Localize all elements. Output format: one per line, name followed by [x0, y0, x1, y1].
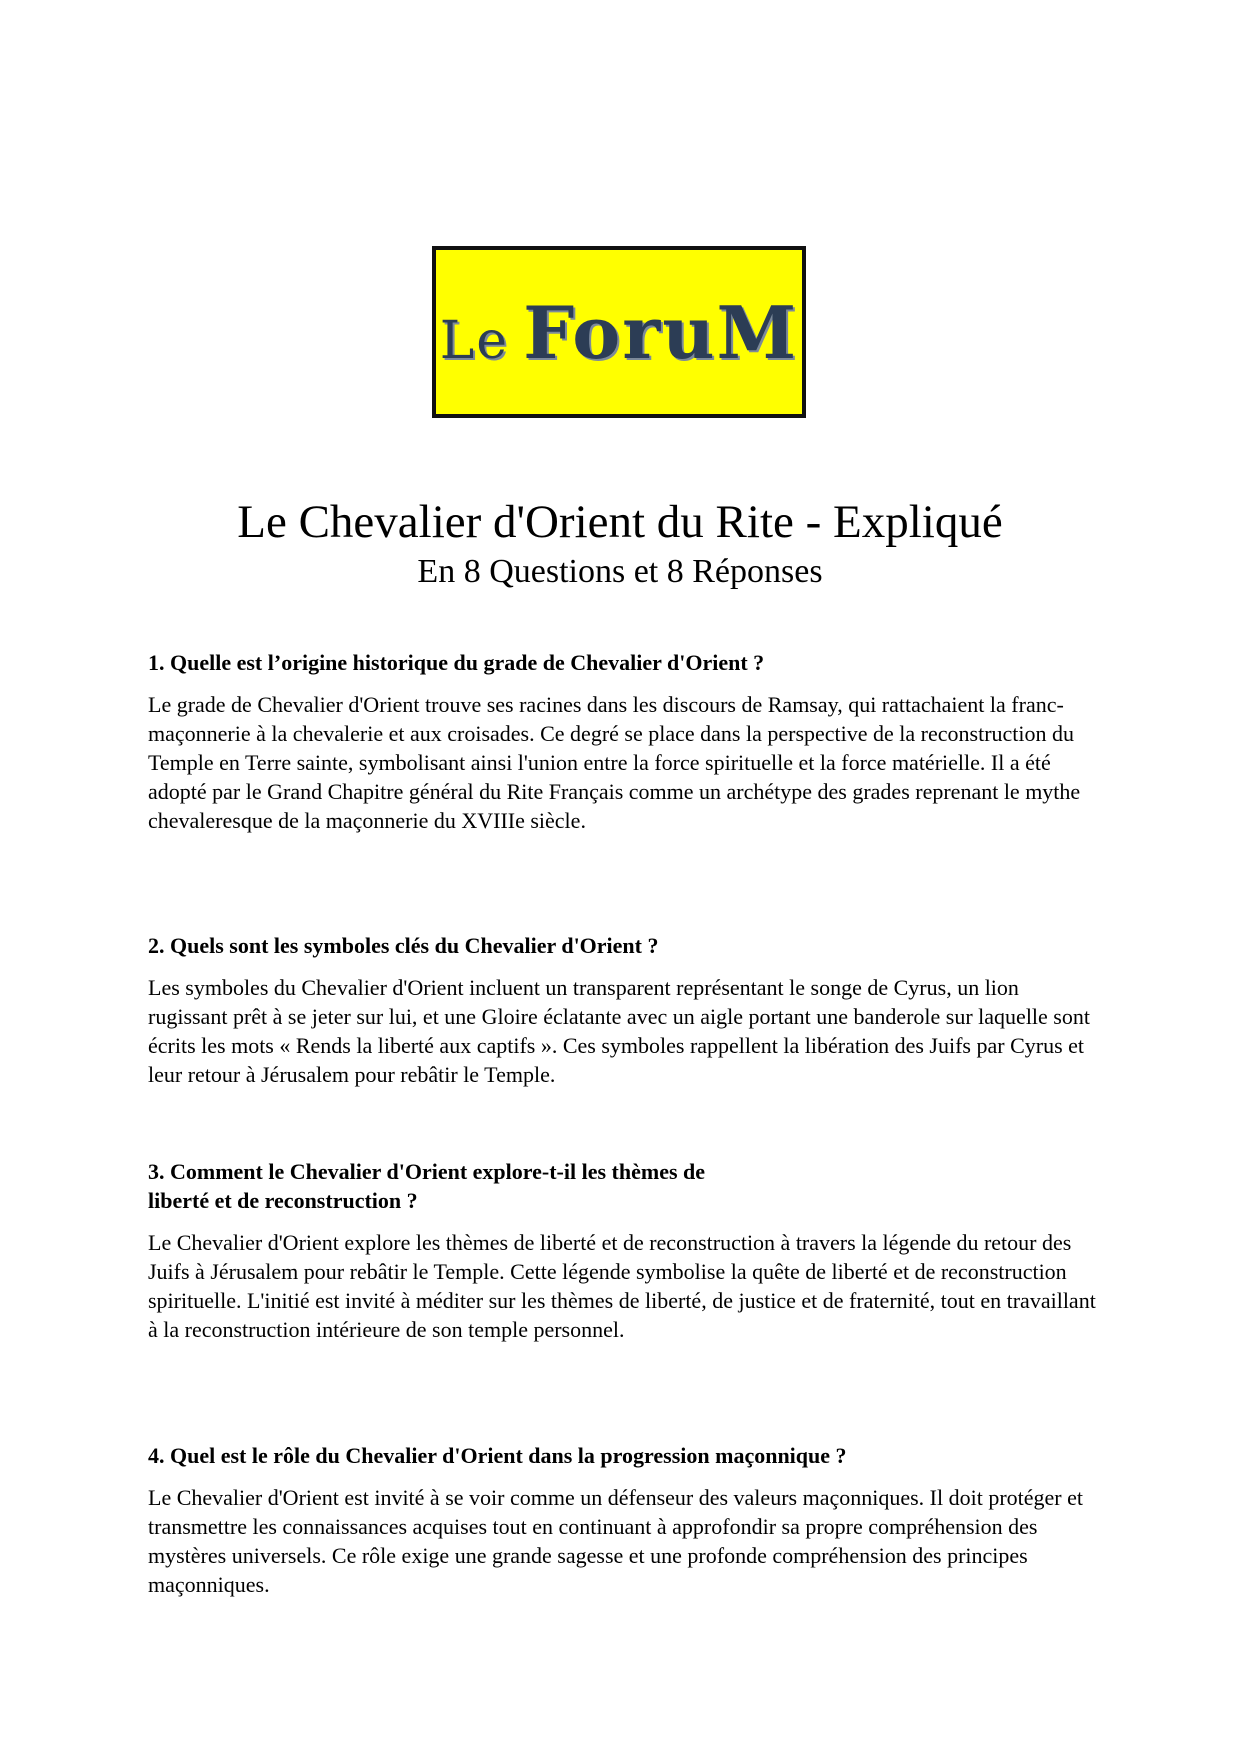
qa-section-1	[148, 648, 1098, 835]
forum-logo	[432, 246, 806, 418]
qa-section-2	[148, 931, 1098, 1089]
qa-section-3	[148, 1157, 1098, 1344]
question-3: 3. Comment le Chevalier d'Orient explore-t-il les thèmes de liberté et de reconstruction ?	[148, 1159, 706, 1213]
answer-1: Le grade de Chevalier d'Orient trouve ses racines dans les discours de Ramsay, qui rattachaient la franc-maçonnerie à la chevalerie et aux croisades. Ce degré se place dans la perspective de la reconstruction du Temple en Terre sainte, symbolisant ainsi l'union entre la force spirituelle et la force matérielle. Il a été adopté par le Grand Chapitre général du Rite Français comme un archétype des grades reprenant le mythe chevaleresque de la maçonnerie du XVIIIe siècle.	[148, 692, 1081, 833]
question-4: 4. Quel est le rôle du Chevalier d'Orient dans la progression maçonnique ?	[148, 1443, 847, 1468]
document-subtitle: En 8 Questions et 8 Réponses	[417, 553, 823, 590]
answer-4: Le Chevalier d'Orient est invité à se voir comme un défenseur des valeurs maçonniques. Il doit protéger et transmettre les connaissances acquises tout en continuant à approfondir sa propre compréhension des mystères universels. Ce rôle exige une grande sagesse et une profonde compréhension des principes maçonniques.	[148, 1485, 1083, 1597]
question-2: 2. Quels sont les symboles clés du Chevalier d'Orient ?	[148, 933, 659, 958]
question-1: 1. Quelle est l’origine historique du grade de Chevalier d'Orient ?	[148, 650, 765, 675]
document-title: Le Chevalier d'Orient du Rite - Expliqué	[237, 496, 1003, 548]
logo-forum: ForuM	[523, 289, 799, 375]
forum-logo-wordmark	[440, 290, 799, 375]
qa-section-4	[148, 1441, 1098, 1599]
answer-3: Le Chevalier d'Orient explore les thèmes de liberté et de reconstruction à travers la légende du retour des Juifs à Jérusalem pour rebâtir le Temple. Cette légende symbolise la quête de liberté et de reconstruction spirituelle. L'initié est invité à méditer sur les thèmes de liberté, de justice et de fraternité, tout en travaillant à la reconstruction intérieure de son temple personnel.	[148, 1230, 1096, 1342]
answer-2: Les symboles du Chevalier d'Orient incluent un transparent représentant le songe de Cyrus, un lion rugissant prêt à se jeter sur lui, et une Gloire éclatante avec un aigle portant une banderole sur laquelle sont écrits les mots « Rends la liberté aux captifs ». Ces symboles rappellent la libération des Juifs par Cyrus et leur retour à Jérusalem pour rebâtir le Temple.	[148, 975, 1090, 1087]
logo-le: Le	[439, 310, 510, 371]
